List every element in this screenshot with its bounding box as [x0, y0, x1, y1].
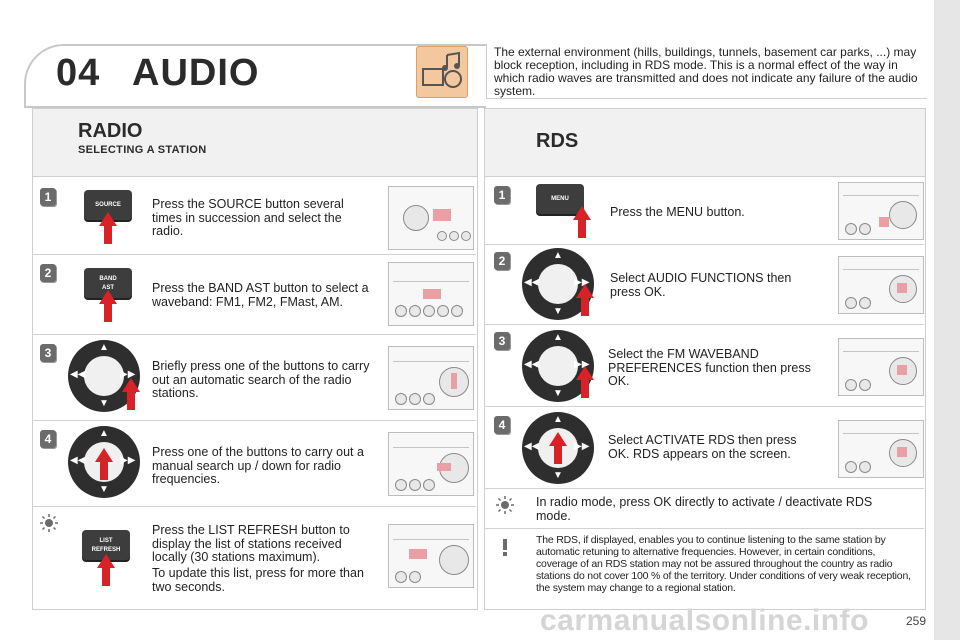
watermark: carmanualsonline.info: [540, 604, 869, 637]
highlighted-key-icon: [433, 209, 451, 221]
radio-unit-illustration: [388, 346, 474, 410]
step-badge: 3: [40, 344, 56, 362]
audio-chapter-icon: [416, 46, 468, 98]
left-arrow-icon: ◀◀: [70, 455, 86, 466]
right-arrow-icon: ▶▶: [574, 277, 590, 288]
small-knob-icon: [409, 305, 421, 317]
environment-note: The external environment (hills, buildings, tunnels, basement car parks, ...) may block reception, including in RDS mode. This is a normal effect of the way in which radio waves are transmitted and does not indicate any failure of the audio system.: [494, 45, 918, 98]
small-knob-icon: [395, 393, 407, 405]
radio-subtitle: SELECTING A STATION: [78, 144, 207, 156]
dial-knob-icon: [889, 201, 917, 229]
press-arrow-stem: [581, 298, 589, 316]
faceplate-line: [843, 269, 919, 270]
down-arrow-icon: ▼: [99, 484, 109, 495]
small-knob-icon: [423, 305, 435, 317]
small-knob-icon: [859, 379, 871, 391]
row-divider: [32, 254, 476, 255]
press-arrow-stem: [578, 220, 586, 238]
page-edge-strip: [934, 0, 960, 640]
small-knob-icon: [859, 297, 871, 309]
source-button: SOURCE: [84, 190, 132, 220]
press-arrow-icon: [99, 290, 117, 304]
small-knob-icon: [409, 393, 421, 405]
row-divider: [32, 420, 476, 421]
press-arrow-icon: [576, 284, 594, 298]
press-arrow-stem: [127, 392, 135, 410]
small-knob-icon: [845, 297, 857, 309]
faceplate-line: [393, 539, 469, 540]
press-arrow-stem: [104, 304, 112, 322]
down-arrow-icon: ▼: [553, 306, 563, 317]
small-knob-icon: [859, 223, 871, 235]
left-arrow-icon: ◀◀: [524, 441, 540, 452]
press-arrow-icon: [97, 554, 115, 568]
tip-lightbulb-icon: [496, 496, 514, 514]
press-arrow-stem: [554, 446, 562, 464]
small-knob-icon: [461, 231, 471, 241]
radio-unit-illustration: [388, 524, 474, 588]
down-arrow-icon: ▼: [553, 388, 563, 399]
step-badge: 1: [40, 188, 56, 206]
radio-step-1-text: Press the SOURCE button several times in succession and select the radio.: [152, 197, 344, 238]
small-knob-icon: [409, 571, 421, 583]
radio-title: RADIO: [78, 120, 143, 142]
small-knob-icon: [437, 305, 449, 317]
small-knob-icon: [423, 393, 435, 405]
faceplate-line: [843, 195, 919, 196]
radio-unit-illustration: [838, 182, 924, 240]
press-arrow-icon: [549, 432, 567, 446]
dial-center: [538, 264, 578, 304]
right-arrow-icon: ▶▶: [120, 455, 136, 466]
band-key-label: BAND: [99, 276, 117, 282]
radio-tip-text: Press the LIST REFRESH button to display the list of stations received locally (30 stations maximum).: [152, 523, 350, 564]
row-divider: [484, 528, 924, 529]
small-knob-icon: [395, 305, 407, 317]
small-knob-icon: [395, 479, 407, 491]
step-badge: 3: [494, 332, 510, 350]
volume-knob-icon: [403, 205, 429, 231]
tip-lightbulb-icon: [40, 514, 58, 532]
row-divider: [32, 334, 476, 335]
row-divider: [32, 506, 476, 507]
radio-unit-illustration: [838, 256, 924, 314]
down-arrow-icon: ▼: [553, 470, 563, 481]
step-badge: 4: [40, 430, 56, 448]
warning-exclamation-icon: [496, 538, 514, 556]
radio-unit-illustration: [388, 186, 474, 250]
small-knob-icon: [859, 461, 871, 473]
left-arrow-icon: ◀◀: [524, 359, 540, 370]
rds-step-3-text: Select the FM WAVEBAND PREFERENCES function then press OK.: [608, 347, 811, 388]
up-arrow-icon: ▲: [553, 250, 563, 261]
step-badge: 2: [494, 252, 510, 270]
highlighted-key-icon: [451, 373, 457, 389]
refresh-key-label: REFRESH: [91, 547, 121, 553]
row-divider: [484, 406, 924, 407]
rds-step-2-text: Select AUDIO FUNCTIONS then press OK.: [610, 271, 792, 299]
highlighted-key-icon: [437, 463, 451, 471]
press-arrow-icon: [576, 366, 594, 380]
right-arrow-icon: ▶▶: [120, 369, 136, 380]
rds-warning-text: The RDS, if displayed, enables you to continue listening to the same station by automatic retuning to alternative frequencies. However, in certain conditions, coverage of an RDS station may not be assured throughout the country as radio stations do not cover 100 % of the territory. Under conditions of very weak reception, the system may change to a regional station.: [536, 534, 911, 594]
right-arrow-icon: ▶▶: [574, 441, 590, 452]
press-arrow-stem: [104, 226, 112, 244]
radio-step-3-text: Briefly press one of the buttons to carry out an automatic search of the radio stations.: [152, 359, 370, 400]
highlighted-key-icon: [423, 289, 441, 299]
right-arrow-icon: ▶▶: [574, 359, 590, 370]
small-knob-icon: [845, 223, 857, 235]
up-arrow-icon: ▲: [99, 428, 109, 439]
radio-section-header: [32, 108, 478, 178]
down-arrow-icon: ▼: [99, 398, 109, 409]
step-badge: 4: [494, 416, 510, 434]
step-badge: 1: [494, 186, 510, 204]
row-divider: [484, 324, 924, 325]
rds-title: RDS: [536, 130, 579, 152]
press-arrow-stem: [581, 380, 589, 398]
faceplate-line: [393, 281, 469, 282]
press-arrow-icon: [99, 212, 117, 226]
highlighted-key-icon: [897, 447, 907, 457]
up-arrow-icon: ▲: [553, 414, 563, 425]
small-knob-icon: [437, 231, 447, 241]
chapter-title: AUDIO: [132, 52, 260, 94]
small-knob-icon: [409, 479, 421, 491]
ast-key-label: AST: [102, 285, 114, 291]
radio-unit-illustration: [388, 262, 474, 326]
small-knob-icon: [845, 461, 857, 473]
radio-unit-illustration: [838, 338, 924, 396]
highlighted-key-icon: [897, 283, 907, 293]
left-arrow-icon: ◀◀: [524, 277, 540, 288]
small-knob-icon: [423, 479, 435, 491]
highlighted-key-icon: [879, 217, 889, 227]
press-arrow-stem: [100, 462, 108, 480]
page-number: 259: [906, 614, 927, 628]
left-arrow-icon: ◀◀: [70, 369, 86, 380]
rds-step-4-text: Select ACTIVATE RDS then press OK. RDS appears on the screen.: [608, 433, 797, 461]
dial-knob-icon: [439, 545, 469, 575]
list-key-label: LIST: [99, 538, 113, 544]
press-arrow-stem: [102, 568, 110, 586]
row-divider: [484, 488, 924, 489]
rds-tip-text: In radio mode, press OK directly to activate / deactivate RDS mode.: [536, 495, 873, 523]
dial-center: [538, 346, 578, 386]
small-knob-icon: [449, 231, 459, 241]
step-badge: 2: [40, 264, 56, 282]
faceplate-line: [393, 361, 469, 362]
press-arrow-icon: [95, 448, 113, 462]
dial-center: [84, 356, 124, 396]
rds-step-1-text: Press the MENU button.: [610, 205, 745, 219]
radio-step-4-text: Press one of the buttons to carry out a manual search up / down for radio frequencies.: [152, 445, 364, 486]
row-divider: [484, 244, 924, 245]
faceplate-line: [393, 447, 469, 448]
press-arrow-icon: [122, 378, 140, 392]
small-knob-icon: [395, 571, 407, 583]
up-arrow-icon: ▲: [99, 342, 109, 353]
faceplate-line: [843, 433, 919, 434]
radio-step-2-text: Press the BAND AST button to select a waveband: FM1, FM2, FMast, AM.: [152, 281, 369, 309]
radio-unit-illustration: [388, 432, 474, 496]
faceplate-line: [843, 351, 919, 352]
radio-unit-illustration: [838, 420, 924, 478]
highlighted-key-icon: [897, 365, 907, 375]
small-knob-icon: [845, 379, 857, 391]
up-arrow-icon: ▲: [553, 332, 563, 343]
chapter-number: 04: [56, 52, 101, 94]
menu-button: MENU: [536, 184, 584, 214]
small-knob-icon: [451, 305, 463, 317]
highlighted-key-icon: [409, 549, 427, 559]
press-arrow-icon: [573, 206, 591, 220]
radio-tip-text-2: To update this list, press for more than two seconds.: [152, 566, 364, 594]
